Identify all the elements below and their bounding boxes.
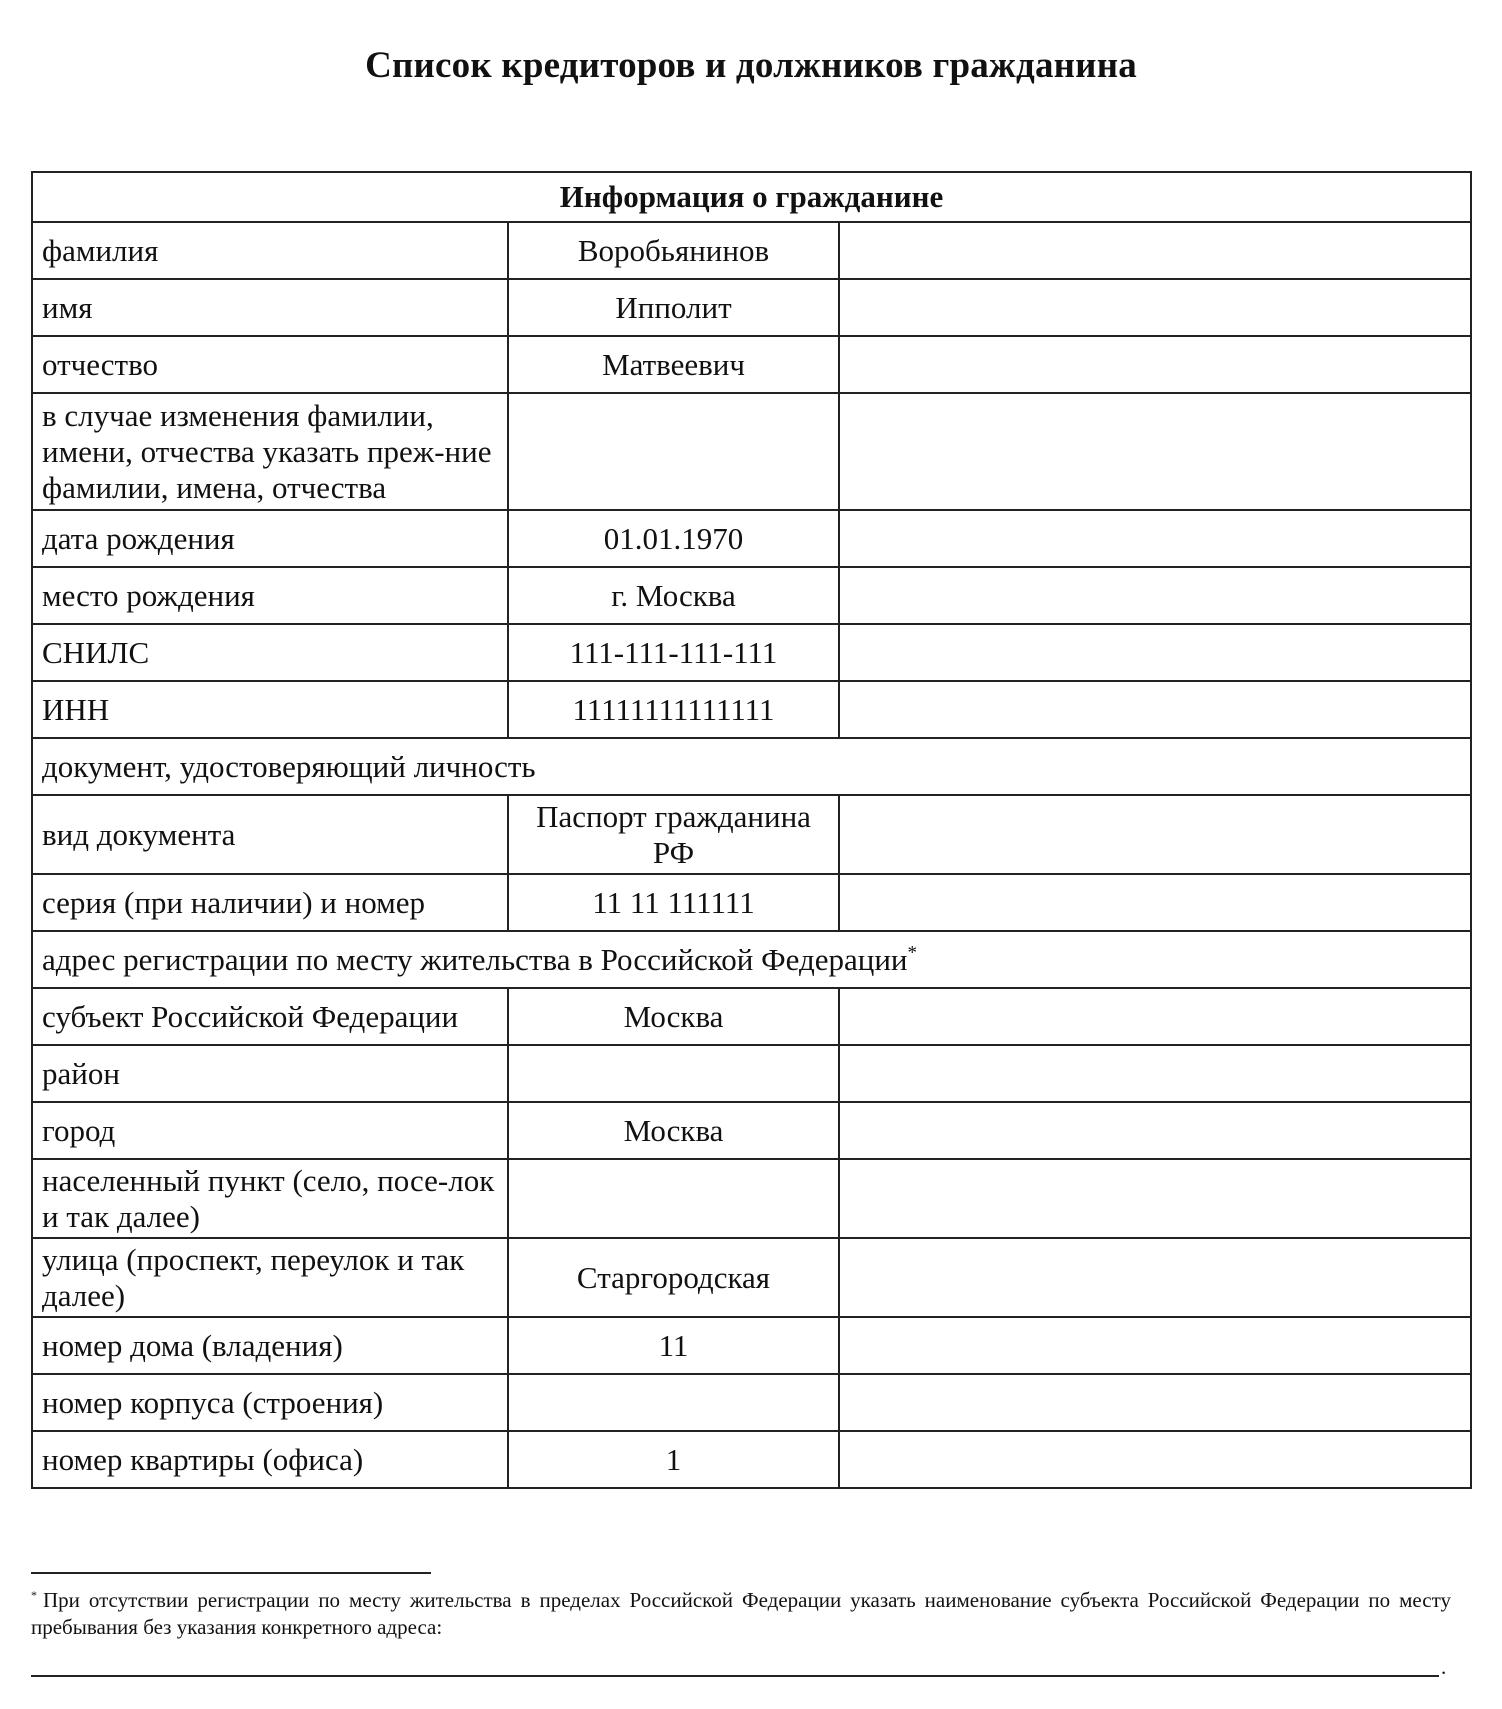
birth-date-value: 01.01.1970 (508, 510, 839, 567)
table-row (32, 1431, 1471, 1488)
doc-type-extra-cell (839, 795, 1471, 874)
table-row (32, 1102, 1471, 1159)
city-label: город (32, 1102, 508, 1159)
footnote-separator (31, 1572, 431, 1574)
house-label: номер дома (владения) (32, 1317, 508, 1374)
table-row (32, 510, 1471, 567)
series-number-value: 11 11 111111 (508, 874, 839, 931)
section-header: Информация о гражданине (32, 172, 1471, 222)
surname-value: Воробьянинов (508, 222, 839, 279)
patronymic-extra-cell (839, 336, 1471, 393)
birth-place-value: г. Москва (508, 567, 839, 624)
section-header-row (32, 172, 1471, 222)
address-section-label: адрес регистрации по месту жительства в Российской Федерации (42, 941, 908, 977)
name-label: имя (32, 279, 508, 336)
surname-label: фамилия (32, 222, 508, 279)
series-number-extra-cell (839, 874, 1471, 931)
house-extra-cell (839, 1317, 1471, 1374)
surname-extra-cell (839, 222, 1471, 279)
id-document-section-row (32, 738, 1471, 795)
table-row (32, 1238, 1471, 1317)
birth-place-label: место рождения (32, 567, 508, 624)
name-value: Ипполит (508, 279, 839, 336)
patronymic-label: отчество (32, 336, 508, 393)
table-row (32, 1045, 1471, 1102)
subject-extra-cell (839, 988, 1471, 1045)
patronymic-value: Матвеевич (508, 336, 839, 393)
district-value (508, 1045, 839, 1102)
citizen-info-table (31, 171, 1472, 1489)
snils-label: СНИЛС (32, 624, 508, 681)
address-section-row (32, 931, 1471, 988)
footnote-reference-mark: * (907, 942, 918, 964)
footnote (31, 1587, 1451, 1641)
inn-extra-cell (839, 681, 1471, 738)
page-title: Список кредиторов и должников гражданина (365, 45, 1137, 86)
house-value: 11 (508, 1317, 839, 1374)
district-label: район (32, 1045, 508, 1102)
birth-date-extra-cell (839, 510, 1471, 567)
table-row (32, 795, 1471, 874)
doc-type-label: вид документа (32, 795, 508, 874)
series-number-label: серия (при наличии) и номер (32, 874, 508, 931)
settlement-label: населенный пункт (село, посе-лок и так далее) (32, 1159, 508, 1238)
table-row (32, 681, 1471, 738)
district-extra-cell (839, 1045, 1471, 1102)
fill-in-line[interactable] (31, 1675, 1439, 1677)
table-row (32, 336, 1471, 393)
apartment-extra-cell (839, 1431, 1471, 1488)
building-label: номер корпуса (строения) (32, 1374, 508, 1431)
id-document-section-label: документ, удостоверяющий личность (32, 738, 1471, 795)
city-extra-cell (839, 1102, 1471, 1159)
table-row (32, 988, 1471, 1045)
settlement-extra-cell (839, 1159, 1471, 1238)
table-row (32, 393, 1471, 510)
table-row (32, 624, 1471, 681)
building-value (508, 1374, 839, 1431)
address-section-cell (32, 931, 1471, 988)
name-extra-cell (839, 279, 1471, 336)
table-row (32, 1374, 1471, 1431)
table-row (32, 874, 1471, 931)
fill-in-line-end-mark: . (1441, 1655, 1447, 1679)
doc-type-value: Паспорт гражданина РФ (508, 795, 839, 874)
birth-date-label: дата рождения (32, 510, 508, 567)
street-value: Старгородская (508, 1238, 839, 1317)
inn-label: ИНН (32, 681, 508, 738)
table-row (32, 222, 1471, 279)
footnote-mark: * (31, 1588, 37, 1602)
table-row (32, 567, 1471, 624)
snils-extra-cell (839, 624, 1471, 681)
subject-label: субъект Российской Федерации (32, 988, 508, 1045)
street-label: улица (проспект, переулок и так далее) (32, 1238, 508, 1317)
prev-names-label: в случае изменения фамилии, имени, отчества указать преж-ние фамилии, имена, отчества (32, 393, 508, 510)
table-row (32, 279, 1471, 336)
city-value: Москва (508, 1102, 839, 1159)
street-extra-cell (839, 1238, 1471, 1317)
snils-value: 111-111-111-111 (508, 624, 839, 681)
subject-value: Москва (508, 988, 839, 1045)
table-row (32, 1317, 1471, 1374)
inn-value: 11111111111111 (508, 681, 839, 738)
footnote-text: При отсутствии регистрации по месту жительства в пределах Российской Федерации указать наименование субъекта Российской Федерации по месту пребывания без указания конкретного адреса: (31, 1588, 1451, 1639)
table-row (32, 1159, 1471, 1238)
prev-names-extra-cell (839, 393, 1471, 510)
settlement-value (508, 1159, 839, 1238)
apartment-value: 1 (508, 1431, 839, 1488)
building-extra-cell (839, 1374, 1471, 1431)
apartment-label: номер квартиры (офиса) (32, 1431, 508, 1488)
prev-names-value (508, 393, 839, 510)
birth-place-extra-cell (839, 567, 1471, 624)
